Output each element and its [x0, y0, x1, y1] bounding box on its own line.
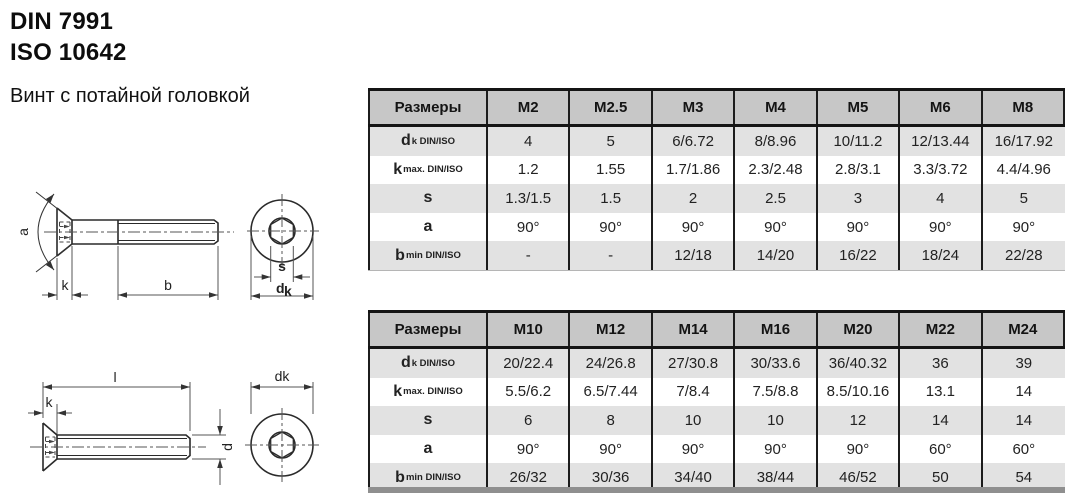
value-cell: 2.8/3.1: [818, 156, 900, 185]
value-cell: 90°: [570, 435, 652, 464]
row-label-main: a: [423, 440, 433, 458]
value-cell: 90°: [735, 213, 817, 242]
value-cell: 14: [1015, 411, 1033, 429]
value-cell: 36: [900, 349, 982, 378]
row-label-main: s: [423, 411, 433, 429]
value-cell: 6.5/7.44: [570, 378, 652, 407]
value-cell: 90°: [488, 435, 570, 464]
table-row-k: [368, 378, 1065, 407]
value-cell: 10/11.2: [818, 127, 900, 156]
row-label: [368, 349, 488, 378]
row-label-subscript: k DIN/ISO: [411, 357, 456, 369]
value-cell: 90°: [488, 213, 570, 242]
dk-label-main: d: [276, 280, 285, 296]
s-arrowheads: [262, 274, 303, 280]
value-cell: 38/44: [735, 463, 817, 492]
row-label: [368, 156, 488, 185]
column-header-m12: M12: [570, 313, 652, 346]
value-cell: 39: [1015, 354, 1033, 372]
value-cell: 8/8.96: [735, 127, 817, 156]
value-cell: 54: [1015, 469, 1033, 487]
value-cell: 6: [488, 406, 570, 435]
table-row-a: [368, 435, 1065, 464]
value-cell: 5: [1019, 189, 1028, 207]
value-cell: 2.3/2.48: [735, 156, 817, 185]
column-header-m3: M3: [653, 91, 735, 124]
value-cell: 20/22.4: [488, 349, 570, 378]
value-cell: 90°: [653, 435, 735, 464]
page-title: Винт с потайной головкой: [10, 85, 250, 107]
column-header-m10: M10: [488, 313, 570, 346]
screw-drawing-head-dimensions: [2, 156, 342, 306]
dk-label-sub: k: [284, 283, 292, 299]
row-label-main: d: [400, 354, 411, 372]
row-label: [368, 435, 488, 464]
value-cell: 30/33.6: [735, 349, 817, 378]
row-label: [368, 406, 488, 435]
row-label-main: s: [423, 189, 433, 207]
value-cell: 50: [900, 463, 982, 492]
d-label: d: [219, 443, 235, 451]
value-cell: 46/52: [818, 463, 900, 492]
value-cell: 90°: [735, 435, 817, 464]
angle-label: a: [15, 228, 31, 236]
value-cell: 2.5: [735, 184, 817, 213]
table-row-k: [368, 156, 1065, 185]
table-row-s: [368, 184, 1065, 213]
value-cell: 36/40.32: [818, 349, 900, 378]
row-label-main: k: [393, 382, 403, 400]
end-view-centerlines: [247, 194, 319, 268]
value-cell: 90°: [570, 213, 652, 242]
k-arrowheads: [34, 410, 66, 416]
column-header-m20: M20: [818, 313, 900, 346]
value-cell: 24/26.8: [570, 349, 652, 378]
value-cell: 13.1: [900, 378, 982, 407]
row-label-main: k: [393, 160, 403, 178]
value-cell: 14: [900, 406, 982, 435]
row-label: [368, 241, 488, 270]
value-cell: -: [488, 241, 570, 270]
value-cell: 7/8.4: [653, 378, 735, 407]
row-label-main: a: [423, 218, 433, 236]
column-header-m8: M8: [983, 91, 1065, 124]
value-cell: 60°: [1012, 440, 1036, 458]
row-label-main: b: [395, 246, 405, 264]
value-cell: 12/18: [653, 241, 735, 270]
l-dimension: [43, 382, 190, 431]
row-label-main: b: [395, 468, 405, 486]
value-cell: 5: [570, 127, 652, 156]
value-cell: 16/17.92: [994, 132, 1053, 150]
table-row-a: [368, 213, 1065, 242]
table-bottom-shadow: [368, 487, 1065, 493]
dimensions-table-m10-m24: [368, 310, 1065, 492]
value-cell: 18/24: [900, 241, 982, 270]
value-cell: 90°: [900, 213, 982, 242]
table-row-d: [368, 127, 1065, 156]
value-cell: 1.55: [570, 156, 652, 185]
dk-label: dk: [274, 368, 290, 384]
table-row-s: [368, 406, 1065, 435]
column-header-m24: M24: [983, 313, 1065, 346]
column-header-sizes: Размеры: [368, 91, 488, 124]
value-cell: 4.4/4.96: [996, 161, 1051, 179]
value-cell: 10: [653, 406, 735, 435]
value-cell: 14: [1015, 383, 1033, 401]
value-cell: 22/28: [1005, 247, 1043, 265]
value-cell: 1.5: [570, 184, 652, 213]
value-cell: 4: [488, 127, 570, 156]
value-cell: 10: [735, 406, 817, 435]
row-label-main: d: [400, 132, 411, 150]
k-label: k: [45, 394, 53, 410]
row-label: [368, 184, 488, 213]
table-row-b: [368, 241, 1065, 270]
value-cell: 2: [653, 184, 735, 213]
value-cell: 7.5/8.8: [735, 378, 817, 407]
value-cell: 3.3/3.72: [900, 156, 982, 185]
table-row-d: [368, 349, 1065, 378]
value-cell: 90°: [1012, 218, 1036, 236]
value-cell: 34/40: [653, 463, 735, 492]
value-cell: 90°: [818, 435, 900, 464]
column-header-m4: M4: [735, 91, 817, 124]
column-header-m16: M16: [735, 313, 817, 346]
column-header-m2.5: M2.5: [570, 91, 652, 124]
value-cell: 30/36: [570, 463, 652, 492]
value-cell: 4: [900, 184, 982, 213]
din-standard: DIN 7991: [10, 8, 113, 35]
column-header-sizes: Размеры: [368, 313, 488, 346]
value-cell: 12: [818, 406, 900, 435]
row-label-subscript: max. DIN/ISO: [403, 164, 463, 176]
l-label: l: [113, 369, 117, 385]
value-cell: -: [570, 241, 652, 270]
iso-standard: ISO 10642: [10, 39, 127, 66]
value-cell: 12/13.44: [900, 127, 982, 156]
b-label: b: [164, 277, 172, 293]
value-cell: 27/30.8: [653, 349, 735, 378]
column-header-m14: M14: [653, 313, 735, 346]
row-label-subscript: min DIN/ISO: [405, 472, 461, 484]
value-cell: 1.3/1.5: [488, 184, 570, 213]
standards-title: [10, 6, 127, 68]
row-label-subscript: max. DIN/ISO: [403, 386, 463, 398]
value-cell: 90°: [653, 213, 735, 242]
end-view-centerlines: [245, 408, 319, 482]
value-cell: 1.7/1.86: [653, 156, 735, 185]
value-cell: 6/6.72: [653, 127, 735, 156]
s-label: s: [278, 258, 286, 274]
dimensions-table-m2-m8: [368, 88, 1065, 271]
column-header-m5: M5: [818, 91, 900, 124]
value-cell: 1.2: [488, 156, 570, 185]
value-cell: 90°: [818, 213, 900, 242]
column-header-m22: M22: [900, 313, 982, 346]
row-label: [368, 378, 488, 407]
value-cell: 26/32: [488, 463, 570, 492]
column-header-m6: M6: [900, 91, 982, 124]
row-label-subscript: min DIN/ISO: [405, 250, 461, 262]
column-header-m2: M2: [488, 91, 570, 124]
k-label: k: [61, 277, 69, 293]
value-cell: 8.5/10.16: [818, 378, 900, 407]
table-header-row: [368, 310, 1065, 349]
value-cell: 8: [570, 406, 652, 435]
row-label-subscript: k DIN/ISO: [411, 135, 456, 147]
row-label: [368, 213, 488, 242]
value-cell: 5.5/6.2: [488, 378, 570, 407]
value-cell: 3: [818, 184, 900, 213]
table-header-row: [368, 88, 1065, 127]
value-cell: 16/22: [818, 241, 900, 270]
row-label: [368, 127, 488, 156]
k-arrowheads: [48, 292, 81, 298]
screw-drawing-length-dimensions: [2, 356, 342, 500]
value-cell: 14/20: [735, 241, 817, 270]
value-cell: 60°: [900, 435, 982, 464]
